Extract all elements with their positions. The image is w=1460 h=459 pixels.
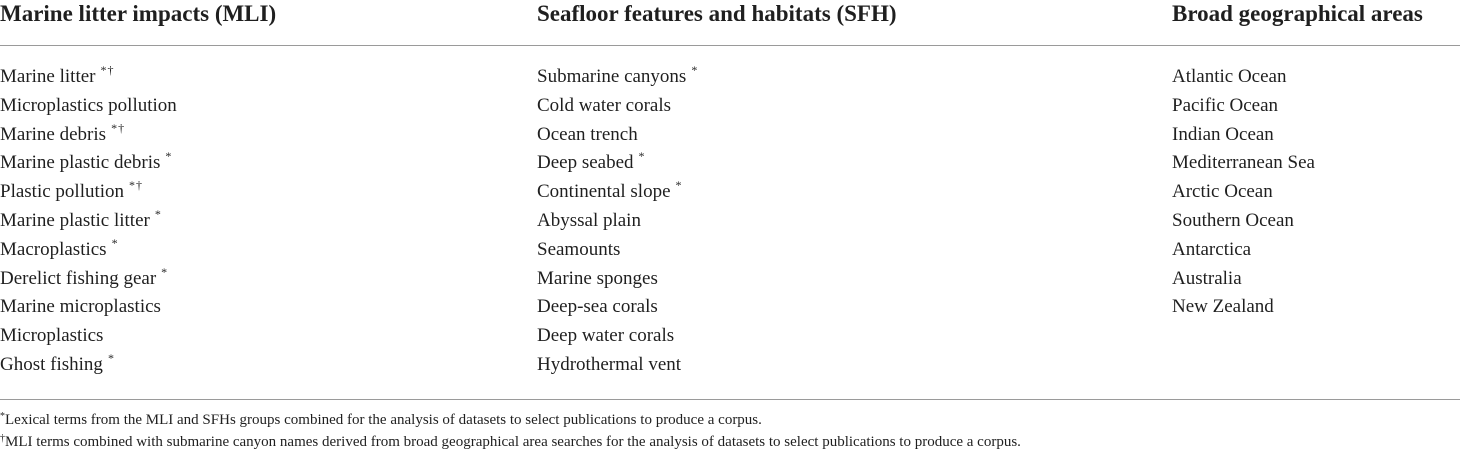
cell-term: Deep seabed	[537, 152, 634, 174]
footnote-dagger	[0, 432, 1460, 454]
cell-term: Continental slope	[537, 181, 671, 203]
cell-term: Marine sponges	[537, 267, 658, 289]
cell-term: Marine plastic debris	[0, 152, 161, 174]
cell-term: Ghost fishing	[0, 353, 103, 375]
cell-term: Mediterranean Sea	[1172, 152, 1315, 174]
cell-term: Marine litter	[0, 66, 96, 87]
table-cell	[1172, 207, 1315, 236]
table-cell	[537, 121, 698, 150]
column-header-mli: Marine litter impacts (MLI)	[0, 1, 277, 26]
footnote-marker: *†	[129, 178, 144, 193]
table-cell	[0, 351, 177, 380]
cell-term: Marine plastic litter	[0, 209, 150, 231]
cell-term: Southern Ocean	[1172, 209, 1294, 231]
footnote-marker: *	[111, 235, 119, 250]
footnote-marker: *	[691, 63, 699, 77]
table-cell	[1172, 92, 1315, 121]
table-cell	[537, 63, 698, 92]
cell-term: Ocean trench	[537, 123, 638, 145]
footnote-marker: *	[161, 264, 169, 279]
cell-term: New Zealand	[1172, 296, 1274, 318]
table-footnotes	[0, 410, 1460, 454]
cell-term: Microplastics	[0, 325, 104, 347]
table-cell	[537, 178, 698, 207]
table-cell	[1172, 63, 1315, 92]
column-geographical-areas	[1172, 63, 1315, 322]
cell-term: Atlantic Ocean	[1172, 66, 1287, 87]
footnote-marker: *	[154, 206, 162, 221]
footnote-marker: *	[675, 178, 683, 193]
cell-term: Cold water corals	[537, 94, 672, 116]
table-cell	[0, 236, 177, 265]
cell-term: Seamounts	[537, 238, 621, 260]
table-cell	[537, 149, 698, 178]
cell-term: Submarine canyons	[537, 66, 687, 87]
footnote-asterisk	[0, 410, 1460, 432]
cell-term: Indian Ocean	[1172, 123, 1274, 145]
table-cell	[1172, 121, 1315, 150]
table-cell	[0, 322, 177, 351]
table-cell	[0, 149, 177, 178]
table-cell	[537, 351, 698, 380]
table-cell	[0, 121, 177, 150]
table-cell	[537, 92, 698, 121]
footnote-mark: †	[0, 433, 5, 444]
table-cell	[537, 207, 698, 236]
cell-term: Arctic Ocean	[1172, 181, 1273, 203]
table-cell	[0, 178, 177, 207]
table-cell	[0, 293, 177, 322]
table-cell	[537, 236, 698, 265]
table-cell	[1172, 293, 1315, 322]
table-cell	[0, 63, 177, 92]
table-cell	[1172, 265, 1315, 294]
table-cell	[537, 322, 698, 351]
footnote-marker: *	[638, 149, 646, 164]
footnote-text: Lexical terms from the MLI and SFHs groups combined for the analysis of datasets to select publications to produce a corpus.	[5, 412, 762, 428]
cell-term: Microplastics pollution	[0, 94, 177, 116]
table-bottom-divider	[0, 399, 1460, 400]
table-cell	[537, 265, 698, 294]
cell-term: Marine microplastics	[0, 296, 161, 318]
table-cell	[1172, 149, 1315, 178]
cell-term: Macroplastics	[0, 238, 107, 260]
table-cell	[0, 92, 177, 121]
cell-term: Hydrothermal vent	[537, 353, 682, 375]
cell-term: Pacific Ocean	[1172, 94, 1279, 116]
column-mli-terms	[0, 63, 177, 380]
cell-term: Derelict fishing gear	[0, 267, 157, 289]
table-cell	[537, 293, 698, 322]
table-cell	[1172, 178, 1315, 207]
cell-term: Abyssal plain	[537, 209, 641, 231]
cell-term: Deep water corals	[537, 325, 675, 347]
column-header-sfh: Seafloor features and habitats (SFH)	[537, 1, 897, 26]
footnote-marker: *	[107, 350, 115, 365]
cell-term: Antarctica	[1172, 238, 1252, 260]
footnote-marker: *†	[111, 120, 126, 135]
cell-term: Plastic pollution	[0, 181, 125, 203]
table-cell	[0, 265, 177, 294]
cell-term: Deep-sea corals	[537, 296, 658, 318]
footnote-marker: *	[165, 149, 173, 164]
column-header-geographical-areas: Broad geographical areas	[1172, 1, 1423, 26]
table-cell	[0, 207, 177, 236]
footnote-mark: *	[0, 411, 5, 422]
column-sfh-terms	[537, 63, 698, 380]
table-header-row	[0, 0, 1460, 30]
cell-term: Marine debris	[0, 123, 107, 145]
cell-term: Australia	[1172, 267, 1242, 289]
footnote-marker: *†	[100, 63, 115, 77]
table-cell	[1172, 236, 1315, 265]
footnote-text: MLI terms combined with submarine canyon names derived from broad geographical area searches for the analysis of datasets to select publications to produce a corpus.	[5, 434, 1021, 450]
header-divider	[0, 45, 1460, 46]
